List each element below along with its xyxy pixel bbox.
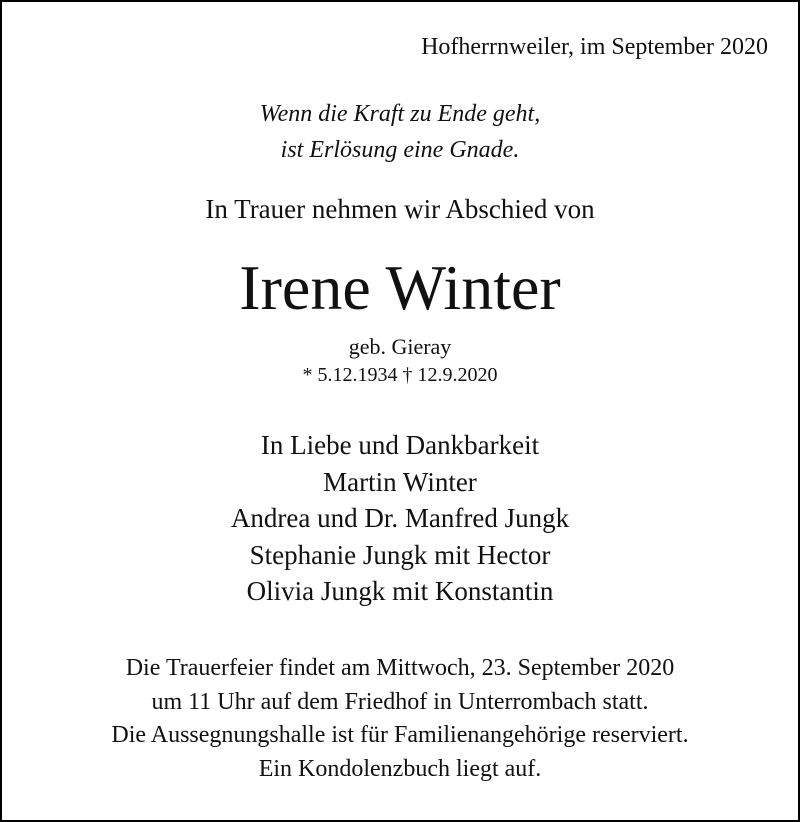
place-date: Hofherrnweiler, im September 2020	[421, 34, 768, 60]
ceremony-line: um 11 Uhr auf dem Friedhof in Unterrombach statt.	[151, 688, 649, 715]
mourners-line: Olivia Jungk mit Konstantin	[246, 576, 554, 606]
mourners-line: Stephanie Jungk mit Hector	[249, 539, 551, 570]
life-dates: * 5.12.1934 † 12.9.2020	[302, 364, 498, 386]
motto-line: Wenn die Kraft zu Ende geht,	[259, 101, 541, 127]
mourners-line: In Liebe und Dankbarkeit	[260, 430, 540, 460]
deceased-name: Irene Winter	[239, 252, 561, 323]
ceremony-line: Ein Kondolenzbuch liegt auf.	[258, 755, 542, 782]
birth-name: geb. Gieray	[348, 334, 452, 359]
mourners-list	[2, 427, 798, 610]
ceremony-info	[2, 652, 798, 786]
motto	[2, 96, 798, 168]
mourners-line: Martin Winter	[323, 466, 477, 497]
motto-line: ist Erlösung eine Gnade.	[280, 137, 520, 163]
mourners-line: Andrea und Dr. Manfred Jungk	[230, 503, 570, 533]
ceremony-line: Die Aussegnungshalle ist für Familienangehörige reserviert.	[111, 722, 689, 748]
ceremony-line: Die Trauerfeier findet am Mittwoch, 23. September 2020	[125, 655, 675, 681]
intro-text: In Trauer nehmen wir Abschied von	[205, 194, 595, 224]
